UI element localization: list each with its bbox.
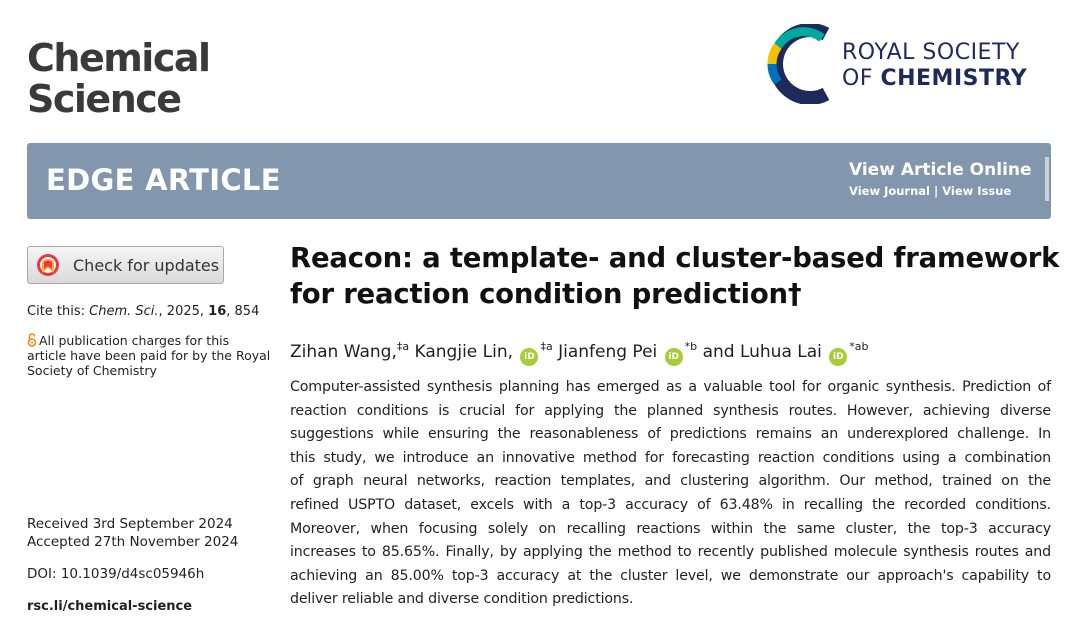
cite-prefix: Cite this: xyxy=(27,304,90,319)
author-affiliation-marks: *ab xyxy=(849,340,869,353)
orcid-icon[interactable]: iD xyxy=(520,348,538,366)
view-article-online-link[interactable]: View Article Online xyxy=(849,160,1032,180)
open-access-text: All publication charges for this article have been paid for by the Royal Society of Chemistry xyxy=(27,333,271,378)
open-access-note xyxy=(27,333,272,378)
journal-name-line1: Chemical xyxy=(27,36,210,80)
rsc-wordmark-chemistry: CHEMISTRY xyxy=(880,66,1028,91)
article-title-line2: for reaction condition prediction† xyxy=(290,278,802,310)
abstract-line: Moreover, when focusing solely on recalling reactions within the same cluster, the top-3 accuracy xyxy=(290,520,1051,537)
journal-name xyxy=(27,38,210,120)
orcid-icon[interactable]: iD xyxy=(829,348,847,366)
accepted-date: Accepted 27th November 2024 xyxy=(27,534,239,550)
rsc-wordmark-line2 xyxy=(842,66,1027,92)
article-dates xyxy=(27,515,272,551)
view-links-group xyxy=(849,160,1032,198)
abstract-line: this study, we introduce an innovative method for forecasting reaction conditions using a combination xyxy=(290,449,1051,466)
rsc-wordmark xyxy=(842,40,1027,92)
cite-journal: Chem. Sci. xyxy=(89,304,159,319)
abstract-line: increases to 85.65%. Finally, by applying the method to recently published molecule synthesis routes and xyxy=(290,544,1051,561)
citation xyxy=(27,303,272,320)
author-list xyxy=(290,334,1060,366)
check-for-updates-label: Check for updates xyxy=(73,255,220,275)
crossmark-icon xyxy=(36,253,60,277)
abstract-line: deliver reliable and diverse condition predictions. xyxy=(290,591,634,608)
orcid-icon[interactable]: iD xyxy=(665,348,683,366)
article-type: EDGE ARTICLE xyxy=(46,163,281,197)
author-name[interactable]: and Luhua Lai xyxy=(702,342,822,362)
cite-page: , 854 xyxy=(226,304,260,319)
rsc-wordmark-line1: ROYAL SOCIETY xyxy=(842,40,1020,65)
link-separator: | xyxy=(930,184,943,198)
author-affiliation-marks: ‡a xyxy=(396,340,410,353)
journal-name-line2: Science xyxy=(27,77,181,121)
journal-short-link[interactable]: rsc.li/chemical-science xyxy=(27,599,193,614)
doi[interactable]: DOI: 10.1039/d4sc05946h xyxy=(27,566,205,582)
author-affiliation-marks: *b xyxy=(684,340,698,353)
abstract-line: Computer-assisted synthesis planning has emerged as a valuable tool for organic synthesis. Prediction of xyxy=(290,379,1051,395)
abstract-line: refined USPTO dataset, excels with a top-3 accuracy of 63.48% in recalling the recorded conditions. xyxy=(290,496,1051,513)
received-date: Received 3rd September 2024 xyxy=(27,516,233,532)
rsc-wordmark-of: OF xyxy=(842,66,881,91)
abstract-line: reaction conditions is crucial for applying the planned synthesis routes. However, achieving diverse xyxy=(290,402,1051,419)
author-name[interactable]: Zihan Wang, xyxy=(290,342,397,362)
abstract-line: suggestions while ensuring the reasonableness of predictions remains an underexplored challenge. In xyxy=(290,426,1051,443)
cite-volume: 16 xyxy=(208,304,227,319)
view-journal-issue-links xyxy=(849,184,1032,198)
abstract-line: of graph neural networks, reaction templates, and clustering algorithm. Our method, trained on the xyxy=(290,473,1051,490)
view-journal-link[interactable]: View Journal xyxy=(849,184,930,198)
abstract xyxy=(290,376,1051,612)
banner-edge-bar xyxy=(1045,157,1049,201)
article-title-line1: Reacon: a template- and cluster-based framework xyxy=(290,242,1060,274)
abstract-line: achieving an 85.00% top-3 accuracy at the cluster level, we demonstrate our approach's capability to xyxy=(290,567,1051,584)
article-type-banner xyxy=(27,143,1051,219)
check-for-updates-button[interactable] xyxy=(27,246,224,284)
author-name[interactable]: Kangjie Lin, xyxy=(414,342,514,362)
open-access-icon xyxy=(27,333,37,347)
author-name[interactable]: Jianfeng Pei xyxy=(558,342,658,362)
author-affiliation-marks: ‡a xyxy=(540,340,553,353)
rsc-c-icon xyxy=(764,24,836,104)
rsc-logo[interactable] xyxy=(764,24,1054,106)
cite-year: , 2025, xyxy=(158,304,209,319)
article-title xyxy=(290,240,1060,312)
view-issue-link[interactable]: View Issue xyxy=(942,184,1012,198)
